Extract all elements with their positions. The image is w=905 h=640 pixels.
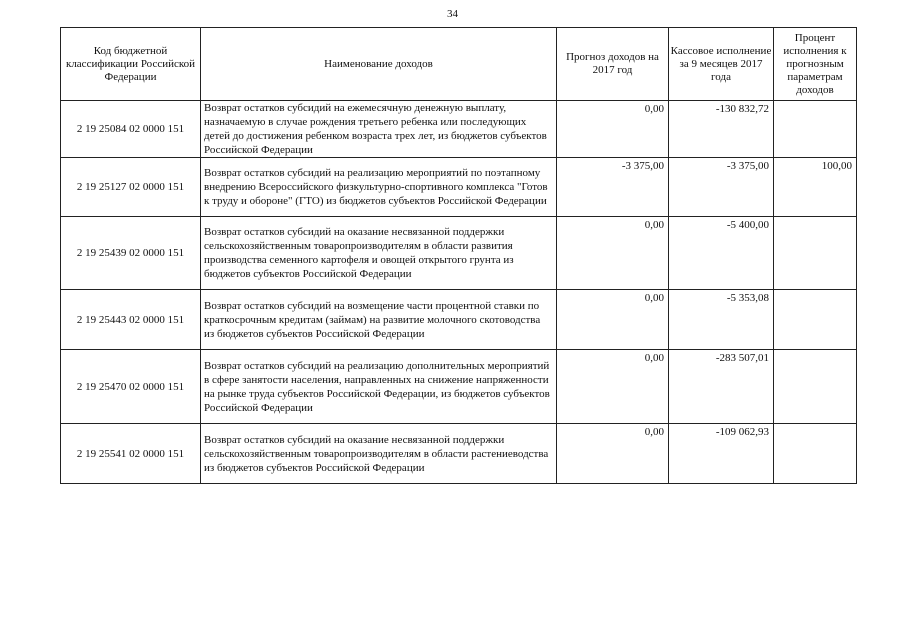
budget-revenue-table <box>60 27 857 484</box>
row-execution: -109 062,93 <box>669 424 774 484</box>
row-name: Возврат остатков субсидий на оказание несвязанной поддержки сельскохозяйственным товаропроизводителям в области развития производства семенного картофеля и овощей открытого грунта из бюджетов субъектов Российской Федерации <box>201 217 557 290</box>
row-code: 2 19 25084 02 0000 151 <box>61 101 201 158</box>
table-header-row <box>61 28 857 101</box>
table-row <box>61 350 857 424</box>
table-row <box>61 101 857 158</box>
row-execution: -283 507,01 <box>669 350 774 424</box>
row-percent <box>774 350 857 424</box>
row-name: Возврат остатков субсидий на реализацию мероприятий по поэтапному внедрению Всероссийского физкультурно-спортивного комплекса "Готов к труду и обороне" (ГТО) из бюджетов субъектов Российской Федерации <box>201 158 557 217</box>
row-forecast: 0,00 <box>557 101 669 158</box>
header-execution: Кассовое исполнение за 9 месяцев 2017 года <box>669 28 774 101</box>
table-row <box>61 424 857 484</box>
row-percent <box>774 290 857 350</box>
row-forecast: 0,00 <box>557 350 669 424</box>
table-row <box>61 158 857 217</box>
row-name: Возврат остатков субсидий на возмещение части процентной ставки по краткосрочным кредитам (займам) на развитие молочного скотоводства из бюджетов субъектов Российской Федерации <box>201 290 557 350</box>
row-percent <box>774 217 857 290</box>
row-percent <box>774 101 857 158</box>
row-execution: -3 375,00 <box>669 158 774 217</box>
row-code: 2 19 25470 02 0000 151 <box>61 350 201 424</box>
row-forecast: 0,00 <box>557 290 669 350</box>
header-forecast: Прогноз доходов на 2017 год <box>557 28 669 101</box>
row-execution: -5 353,08 <box>669 290 774 350</box>
row-name: Возврат остатков субсидий на ежемесячную денежную выплату, назначаемую в случае рождения третьего ребенка или последующих детей до достижения ребенком возраста трех лет, из бюджетов субъектов Российской Федерации <box>201 101 557 158</box>
row-name: Возврат остатков субсидий на оказание несвязанной поддержки сельскохозяйственным товаропроизводителям в области растениеводства из бюджетов субъектов Российской Федерации <box>201 424 557 484</box>
table-row <box>61 290 857 350</box>
table-row <box>61 217 857 290</box>
page-number: 34 <box>447 8 458 20</box>
header-code: Код бюджетной классификации Российской Федерации <box>61 28 201 101</box>
row-code: 2 19 25127 02 0000 151 <box>61 158 201 217</box>
header-name: Наименование доходов <box>201 28 557 101</box>
row-forecast: 0,00 <box>557 424 669 484</box>
row-execution: -5 400,00 <box>669 217 774 290</box>
row-code: 2 19 25541 02 0000 151 <box>61 424 201 484</box>
row-percent <box>774 424 857 484</box>
row-name: Возврат остатков субсидий на реализацию дополнительных мероприятий в сфере занятости населения, направленных на снижение напряженности на рынке труда субъектов Российской Федерации, из бюджетов субъектов Российской Федерации <box>201 350 557 424</box>
row-percent: 100,00 <box>774 158 857 217</box>
row-forecast: 0,00 <box>557 217 669 290</box>
row-code: 2 19 25443 02 0000 151 <box>61 290 201 350</box>
header-percent: Процент исполнения к прогнозным параметрам доходов <box>774 28 857 101</box>
row-code: 2 19 25439 02 0000 151 <box>61 217 201 290</box>
row-execution: -130 832,72 <box>669 101 774 158</box>
row-forecast: -3 375,00 <box>557 158 669 217</box>
